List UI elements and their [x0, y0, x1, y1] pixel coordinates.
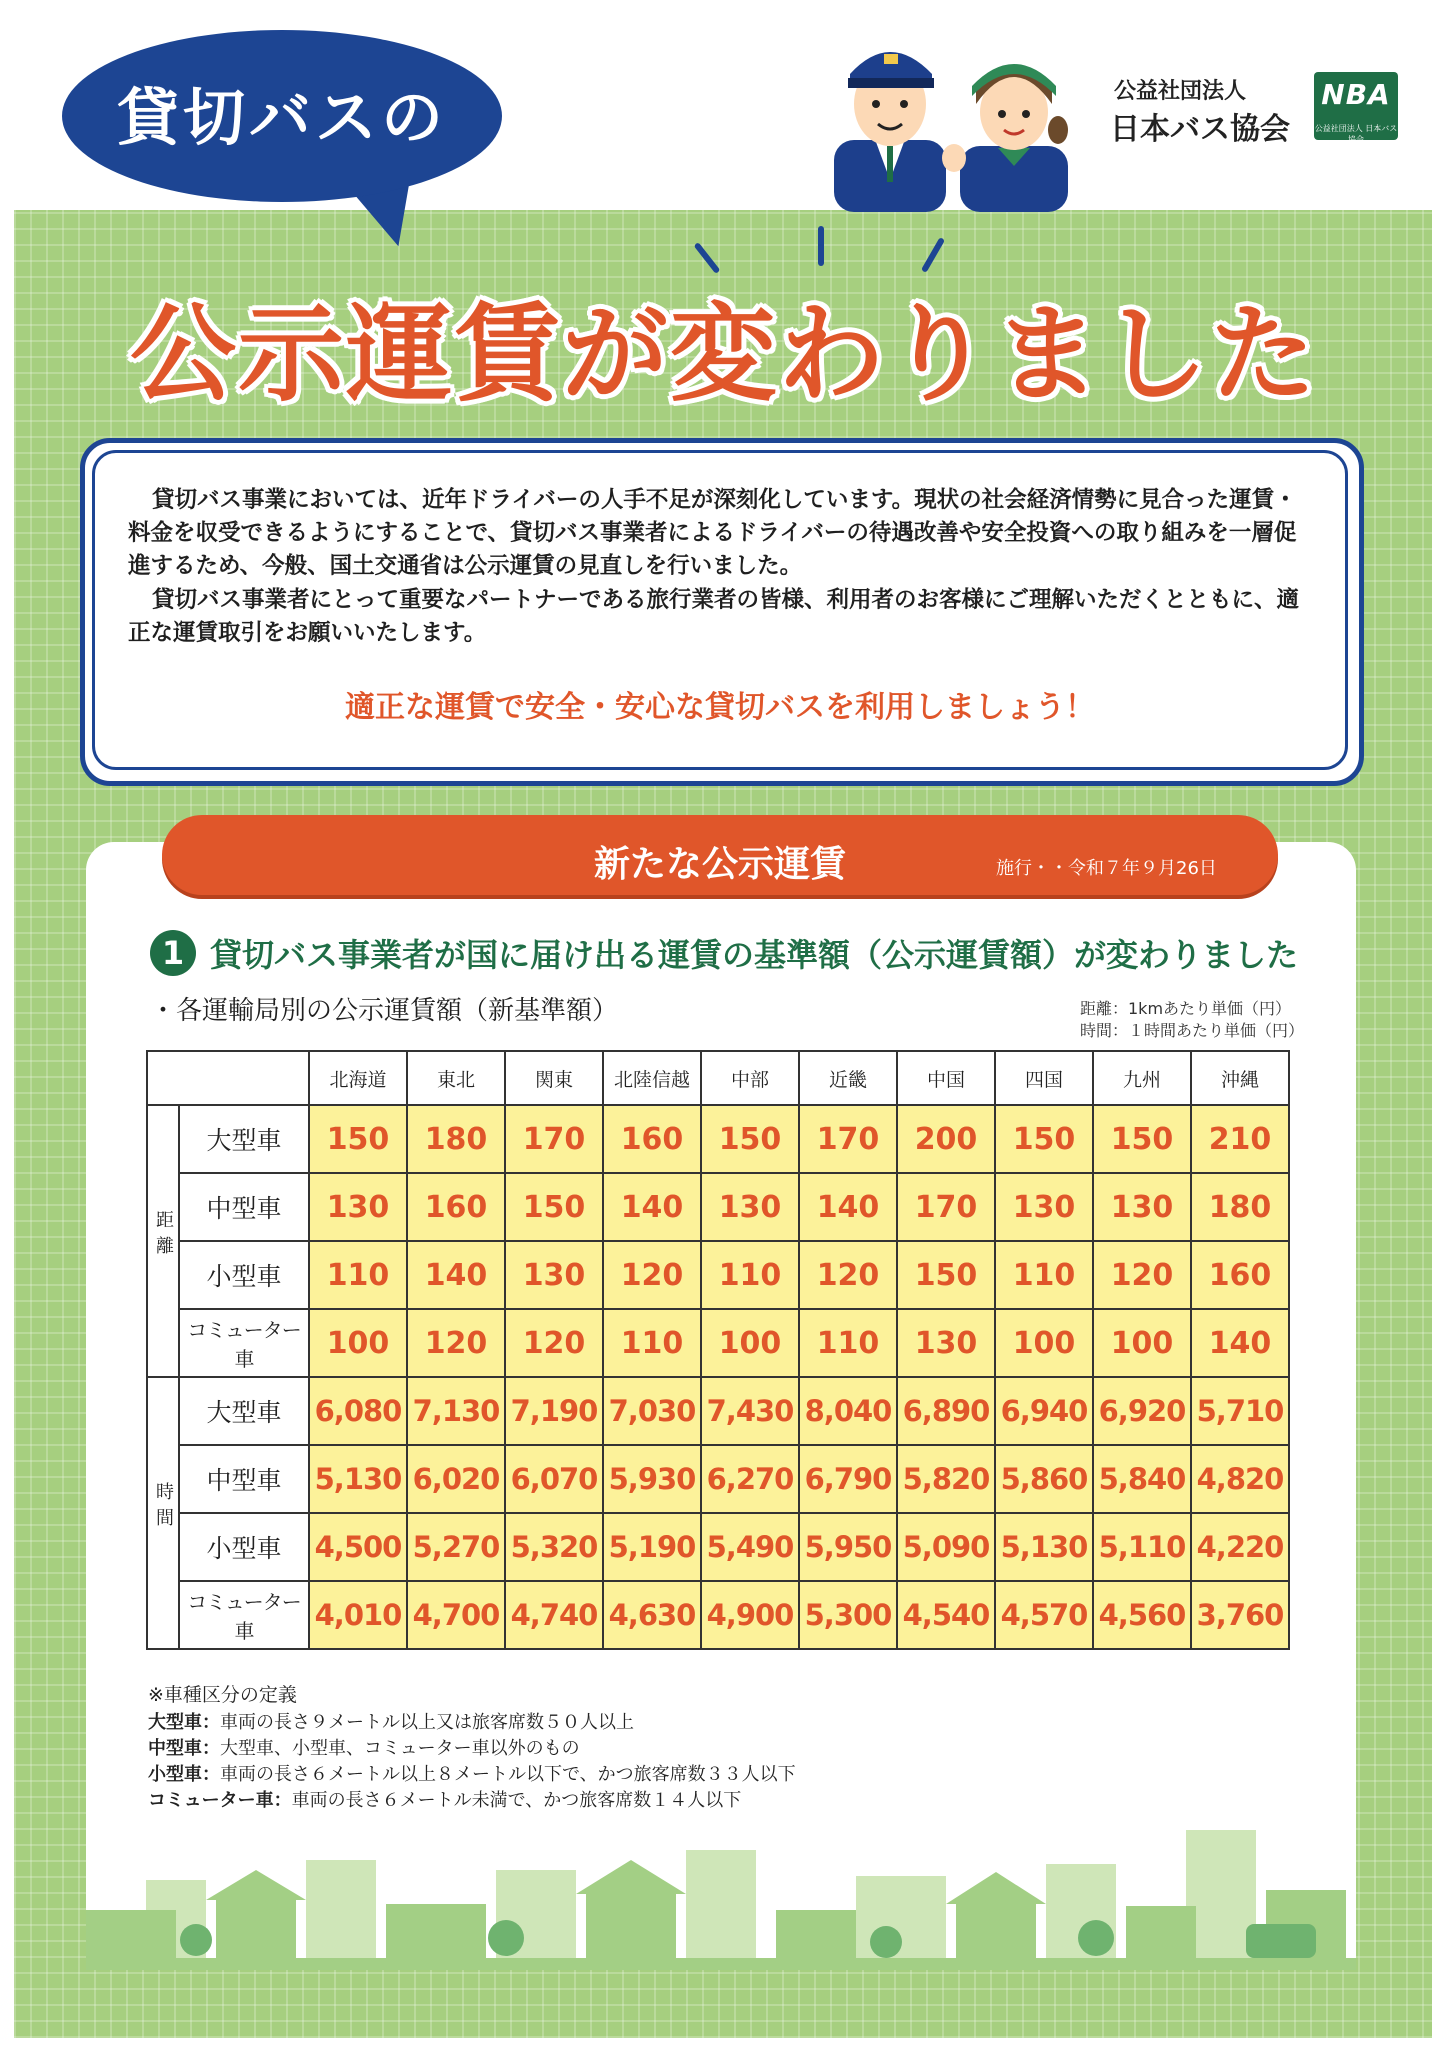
- definition-desc: 車両の長さ６メートル以上８メートル以下で、かつ旅客席数３３人以下: [220, 1764, 796, 1785]
- fare-value: 150: [309, 1105, 407, 1173]
- fare-value: 5,490: [701, 1513, 799, 1581]
- fare-value: 170: [799, 1105, 897, 1173]
- fare-value: 150: [701, 1105, 799, 1173]
- definition-item: [148, 1786, 741, 1812]
- fare-value: 140: [1191, 1309, 1289, 1377]
- fare-value: 5,300: [799, 1581, 897, 1649]
- fare-value: 140: [603, 1173, 701, 1241]
- fare-value: 4,220: [1191, 1513, 1289, 1581]
- fare-value: 6,020: [407, 1445, 505, 1513]
- fare-value: 5,950: [799, 1513, 897, 1581]
- vehicle-type: 大型車: [179, 1377, 309, 1445]
- column-header: 九州: [1093, 1051, 1191, 1105]
- definition-term: コミューター車：: [148, 1790, 292, 1811]
- town-skyline-illustration: [86, 1820, 1356, 1970]
- bus-staff-illustration: [826, 30, 1078, 212]
- fare-value: 140: [799, 1173, 897, 1241]
- bubble-text: 貸切バスの: [116, 80, 447, 154]
- headline: 公示運賃が変わりました: [130, 293, 1318, 416]
- definition-desc: 大型車、小型車、コミューター車以外のもの: [220, 1738, 580, 1759]
- definition-item: [148, 1760, 796, 1786]
- definition-term: 中型車：: [148, 1738, 220, 1759]
- vehicle-type: 中型車: [179, 1445, 309, 1513]
- column-header: 関東: [505, 1051, 603, 1105]
- column-header: 東北: [407, 1051, 505, 1105]
- vehicle-type: 大型車: [179, 1105, 309, 1173]
- intro-paragraph-1: 貸切バス事業においては、近年ドライバーの人手不足が深刻化しています。現状の社会経済情勢に見合った運賃・料金を収受できるようにすることで、貸切バス事業者によるドライバーの待遇改善や安全投資への取り組みを一層促進するため、今般、国土交通省は公示運賃の見直しを行いました。: [128, 487, 1297, 579]
- fare-value: 3,760: [1191, 1581, 1289, 1649]
- fare-value: 180: [1191, 1173, 1289, 1241]
- fare-value: 5,820: [897, 1445, 995, 1513]
- effective-date: 施行・・令和７年９月26日: [996, 858, 1217, 879]
- definition-term: 小型車：: [148, 1764, 220, 1785]
- org-type: 公益社団法人: [1114, 79, 1247, 104]
- fare-value: 130: [897, 1309, 995, 1377]
- fare-value: 200: [897, 1105, 995, 1173]
- fare-value: 170: [505, 1105, 603, 1173]
- fare-value: 160: [407, 1173, 505, 1241]
- table-row: [147, 1513, 1289, 1581]
- fare-value: 5,090: [897, 1513, 995, 1581]
- fare-value: 100: [995, 1309, 1093, 1377]
- fare-value: 4,820: [1191, 1445, 1289, 1513]
- fare-value: 120: [1093, 1241, 1191, 1309]
- fare-value: 110: [309, 1241, 407, 1309]
- column-header: 北陸信越: [603, 1051, 701, 1105]
- fare-value: 170: [897, 1173, 995, 1241]
- section-number-badge: 1: [150, 930, 196, 976]
- fare-value: 7,130: [407, 1377, 505, 1445]
- fare-value: 5,110: [1093, 1513, 1191, 1581]
- fare-value: 6,270: [701, 1445, 799, 1513]
- vehicle-type: 小型車: [179, 1241, 309, 1309]
- table-row: [147, 1581, 1289, 1649]
- table-row: [147, 1445, 1289, 1513]
- group-label: [147, 1377, 179, 1649]
- unit-note-time: 時間：１時間あたり単価（円）: [1080, 1021, 1305, 1040]
- org-name: 日本バス協会: [1110, 112, 1290, 147]
- fare-value: 130: [995, 1173, 1093, 1241]
- definition-desc: 車両の長さ９メートル以上又は旅客席数５０人以上: [220, 1712, 634, 1733]
- fare-value: 4,500: [309, 1513, 407, 1581]
- fare-value: 180: [407, 1105, 505, 1173]
- fare-value: 100: [701, 1309, 799, 1377]
- fare-value: 7,430: [701, 1377, 799, 1445]
- fare-value: 100: [1093, 1309, 1191, 1377]
- fare-value: 6,790: [799, 1445, 897, 1513]
- fare-value: 4,560: [1093, 1581, 1191, 1649]
- fare-value: 150: [897, 1241, 995, 1309]
- intro-paragraph-2: 貸切バス事業者にとって重要なパートナーである旅行業者の皆様、利用者のお客様にご理解いただくとともに、適正な運賃取引をお願いいたします。: [128, 587, 1300, 646]
- fare-value: 6,940: [995, 1377, 1093, 1445]
- table-row: [147, 1377, 1289, 1445]
- fare-value: 160: [603, 1105, 701, 1173]
- table-subtitle: ・各運輸局別の公示運賃額（新基準額）: [150, 996, 619, 1026]
- column-header: 中国: [897, 1051, 995, 1105]
- fare-value: 6,890: [897, 1377, 995, 1445]
- fare-value: 6,070: [505, 1445, 603, 1513]
- fare-value: 4,630: [603, 1581, 701, 1649]
- fare-value: 130: [1093, 1173, 1191, 1241]
- fare-value: 160: [1191, 1241, 1289, 1309]
- burst-line-icon: [818, 226, 824, 266]
- fare-value: 4,010: [309, 1581, 407, 1649]
- table-row: [147, 1241, 1289, 1309]
- definition-desc: 車両の長さ６メートル未満で、かつ旅客席数１４人以下: [291, 1790, 742, 1811]
- fare-table: [146, 1050, 1290, 1650]
- intro-call-to-action: 適正な運賃で安全・安心な貸切バスを利用しましょう！: [345, 690, 1095, 725]
- fare-value: 4,740: [505, 1581, 603, 1649]
- fare-value: 5,270: [407, 1513, 505, 1581]
- fare-value: 5,930: [603, 1445, 701, 1513]
- nba-logo: [1314, 72, 1398, 144]
- banner-title: 新たな公示運賃: [593, 844, 846, 885]
- column-header: 近畿: [799, 1051, 897, 1105]
- speech-bubble: [62, 30, 502, 202]
- definition-term: 大型車：: [148, 1712, 220, 1733]
- section-title: 貸切バス事業者が国に届け出る運賃の基準額（公示運賃額）が変わりました: [210, 936, 1299, 974]
- unit-note-distance: 距離：1kmあたり単価（円）: [1080, 999, 1292, 1018]
- vehicle-type: コミューター車: [179, 1581, 309, 1649]
- column-header: 北海道: [309, 1051, 407, 1105]
- fare-value: 150: [995, 1105, 1093, 1173]
- column-header: 中部: [701, 1051, 799, 1105]
- group-label-text: 時間: [153, 1482, 174, 1534]
- fare-value: 210: [1191, 1105, 1289, 1173]
- fare-value: 5,190: [603, 1513, 701, 1581]
- column-header: 四国: [995, 1051, 1093, 1105]
- table-header-row: [147, 1051, 1289, 1105]
- fare-value: 100: [309, 1309, 407, 1377]
- fare-value: 6,920: [1093, 1377, 1191, 1445]
- table-row: [147, 1173, 1289, 1241]
- fare-value: 120: [407, 1309, 505, 1377]
- column-header: 沖縄: [1191, 1051, 1289, 1105]
- fare-value: 120: [799, 1241, 897, 1309]
- definitions-heading: ※車種区分の定義: [148, 1684, 297, 1706]
- fare-value: 110: [603, 1309, 701, 1377]
- vehicle-type: コミューター車: [179, 1309, 309, 1377]
- fare-value: 150: [505, 1173, 603, 1241]
- fare-value: 5,130: [995, 1513, 1093, 1581]
- fare-value: 120: [505, 1309, 603, 1377]
- logo-text: NBA: [1321, 78, 1391, 111]
- fare-value: 6,080: [309, 1377, 407, 1445]
- group-label-text: 距離: [153, 1210, 174, 1262]
- fare-value: 110: [799, 1309, 897, 1377]
- table-corner: [147, 1051, 309, 1105]
- fare-value: 4,700: [407, 1581, 505, 1649]
- fare-value: 8,040: [799, 1377, 897, 1445]
- definition-item: [148, 1708, 634, 1734]
- definition-item: [148, 1734, 580, 1760]
- fare-value: 5,130: [309, 1445, 407, 1513]
- fare-value: 4,570: [995, 1581, 1093, 1649]
- fare-value: 7,030: [603, 1377, 701, 1445]
- fare-value: 110: [701, 1241, 799, 1309]
- logo-subtext: 公益社団法人 日本バス協会: [1314, 124, 1398, 144]
- vehicle-type: 小型車: [179, 1513, 309, 1581]
- fare-value: 110: [995, 1241, 1093, 1309]
- fare-value: 5,840: [1093, 1445, 1191, 1513]
- table-row: [147, 1105, 1289, 1173]
- fare-value: 5,710: [1191, 1377, 1289, 1445]
- fare-value: 7,190: [505, 1377, 603, 1445]
- fare-value: 120: [603, 1241, 701, 1309]
- fare-value: 140: [407, 1241, 505, 1309]
- fare-value: 130: [309, 1173, 407, 1241]
- vehicle-type: 中型車: [179, 1173, 309, 1241]
- fare-value: 5,320: [505, 1513, 603, 1581]
- fare-value: 4,900: [701, 1581, 799, 1649]
- fare-value: 5,860: [995, 1445, 1093, 1513]
- fare-value: 4,540: [897, 1581, 995, 1649]
- group-label: [147, 1105, 179, 1377]
- fare-value: 130: [701, 1173, 799, 1241]
- table-row: [147, 1309, 1289, 1377]
- fare-value: 130: [505, 1241, 603, 1309]
- fare-value: 150: [1093, 1105, 1191, 1173]
